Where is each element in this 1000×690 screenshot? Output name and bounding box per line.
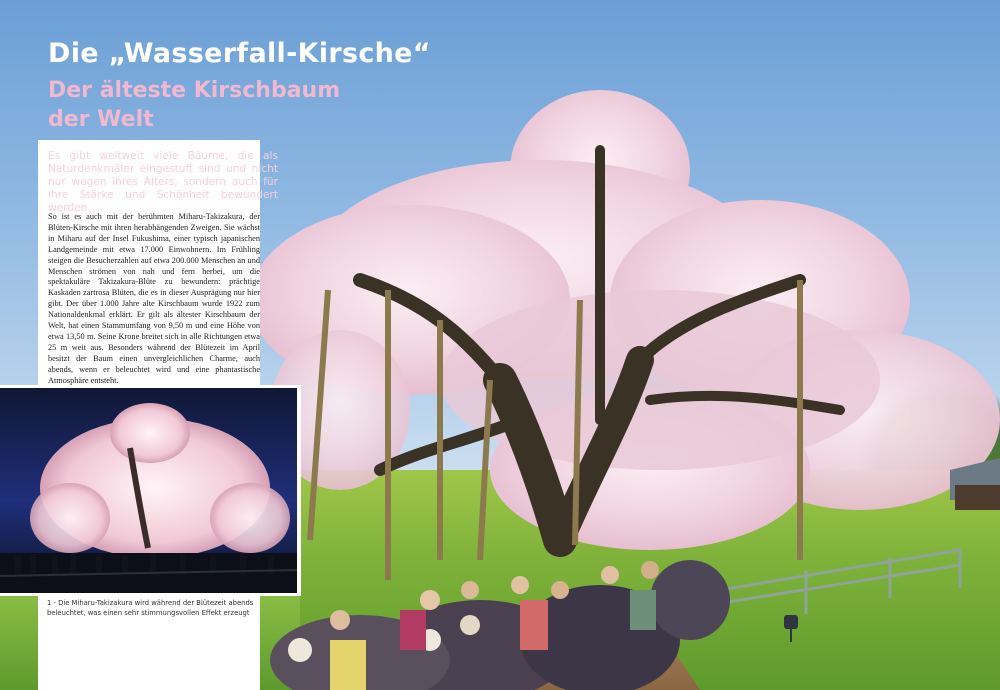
- article-body: So ist es auch mit der berühmten Miharu-Takizakura, der Blüten-Kirsche mit ihren herabhängenden Zweigen. Sie wächst in Miharu auf der Insel Fukushima, einer typisch japanischen Landgemeinde mit etwa 17.000 Einwohnern. Im Frühling steigen die Besucherzahlen auf etwa 200.000 Menschen an und Menschen strömen von nah und fern herbei, um die spektakuläre Takizakura-Blüte zu bewundern: prächtige Kaskaden zartrosa Blüten, die es in dieser Ausprägung nur hier gibt. Der über 1.000 Jahre alte Kirschbaum wurde 1922 zum Nationaldenkmal erklärt. Er gilt als ältester Kirschbaum der Welt, hat einen Stammumfang von 9,50 m und eine Höhe von etwa 13,50 m. Seine Krone breitet sich in alle Richtungen etwa 25 m weit aus. Besonders während der Blütezeit im April besitzt der Baum einen unvergleichlichen Charme, auch abends, wenn er beleuchtet wird und eine phantastische Atmosphäre entsteht.: [48, 212, 260, 385]
- article-subtitle: Der älteste Kirschbaum der Welt: [48, 78, 341, 132]
- lamp-fixture: [784, 615, 798, 642]
- article-lead: Es gibt weltweit viele Bäume, die als Naturdenkmäler eingestuft sind und nicht nur wegen ihres Alters, sondern auch für ihre Stärke und Schönheit bewundert werden.: [48, 150, 278, 214]
- photo-caption: 1 - Die Miharu-Takizakura wird während der Blütezeit abends beleuchtet, was einen sehr stimmungsvollen Effekt erzeugt: [47, 599, 254, 617]
- tree-canopy: [250, 90, 1000, 550]
- wooden-fence: [690, 548, 960, 614]
- visitor-crowd: [270, 560, 730, 690]
- article-title: Die „Wasserfall-Kirsche“: [48, 38, 431, 69]
- night-tree-photo: [0, 388, 297, 593]
